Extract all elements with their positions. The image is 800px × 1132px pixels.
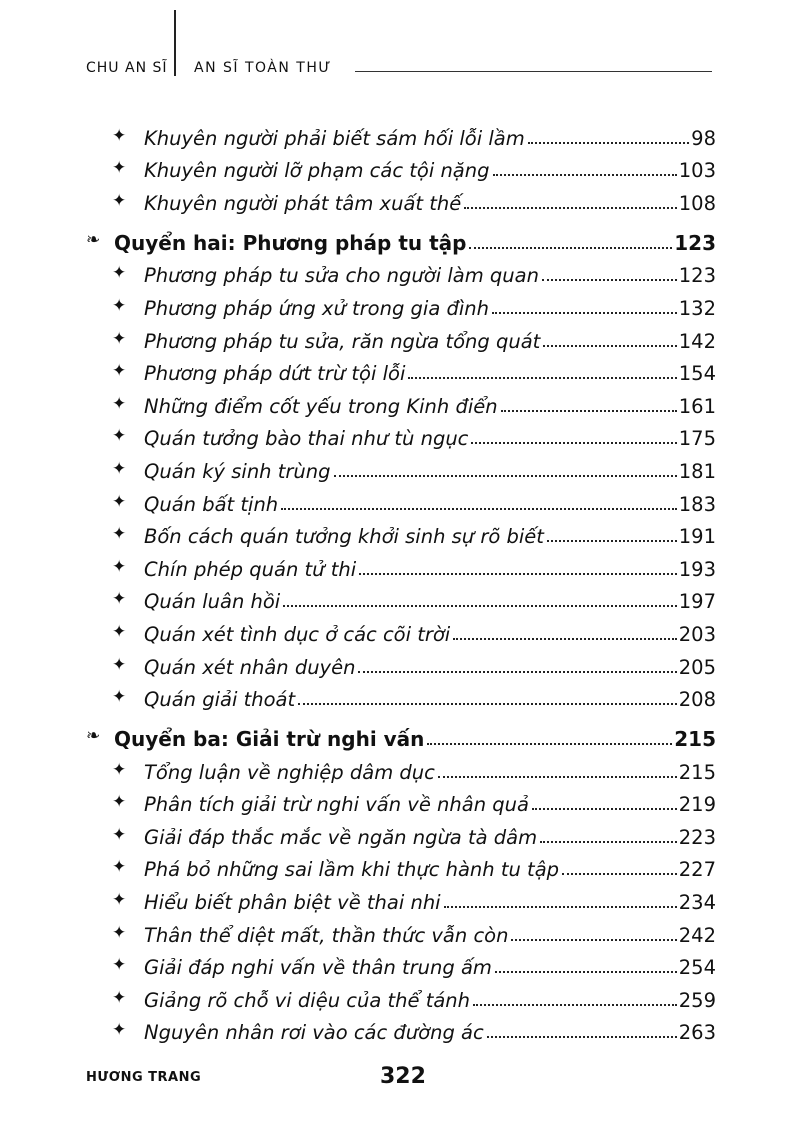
toc-entry-row xyxy=(86,947,716,980)
dot-leader xyxy=(438,776,677,778)
fleuron-icon: ❧ xyxy=(86,726,101,747)
toc-entry-page: 259 xyxy=(678,988,716,1012)
toc-entry-page: 175 xyxy=(678,427,716,451)
toc-entry-page: 98 xyxy=(691,126,716,150)
toc-entry-page: 203 xyxy=(678,622,716,646)
header-book-title: AN SĨ TOÀN THƯ xyxy=(194,60,332,76)
four-point-star-icon: ✦ xyxy=(112,654,127,675)
toc-entry-label: Phương pháp tu sửa, răn ngừa tổng quát xyxy=(144,329,541,353)
toc-entry-label: Giảng rõ chỗ vi diệu của thể tánh xyxy=(144,988,471,1012)
four-point-star-icon: ✦ xyxy=(112,125,127,146)
toc-entry-row xyxy=(86,182,716,215)
toc-entry-row xyxy=(86,1012,716,1045)
toc-entry-row xyxy=(86,287,716,320)
toc-entry-page: 223 xyxy=(678,825,716,849)
dot-leader xyxy=(542,279,677,281)
dot-leader xyxy=(473,1004,677,1006)
toc-entry-row xyxy=(86,255,716,288)
toc-entry-page: 161 xyxy=(678,394,716,418)
toc-entry-label: Nguyên nhân rơi vào các đường ác xyxy=(144,1021,484,1045)
toc-entry-row xyxy=(86,353,716,386)
table-of-contents xyxy=(86,117,716,1044)
toc-entry-row xyxy=(86,418,716,451)
toc-section-row xyxy=(86,711,716,751)
four-point-star-icon: ✦ xyxy=(112,1020,127,1041)
toc-entry-row xyxy=(86,751,716,784)
toc-entry-page: 219 xyxy=(678,793,716,817)
dot-leader xyxy=(283,605,677,607)
toc-entry-page: 197 xyxy=(678,590,716,614)
footer-page-number: 322 xyxy=(380,1064,426,1089)
toc-entry-label: Khuyên người lỡ phạm các tội nặng xyxy=(144,159,490,183)
dot-leader xyxy=(298,703,677,705)
toc-entry-page: 154 xyxy=(678,362,716,386)
toc-entry-label: Quán tưởng bào thai như tù ngục xyxy=(144,427,469,451)
dot-leader xyxy=(492,312,677,314)
toc-entry-label: Quán giải thoát xyxy=(144,688,296,712)
toc-entry-row xyxy=(86,581,716,614)
toc-entry-row xyxy=(86,979,716,1012)
toc-entry-row xyxy=(86,816,716,849)
toc-entry-label: Chín phép quán tử thi xyxy=(144,557,357,581)
toc-entry-page: 215 xyxy=(678,760,716,784)
toc-entry-label: Hiểu biết phân biệt về thai nhi xyxy=(144,891,441,915)
footer-publisher: HƯƠNG TRANG xyxy=(86,1070,202,1085)
header-rule xyxy=(355,71,712,72)
toc-entry-label: Quán luân hồi xyxy=(144,590,281,614)
four-point-star-icon: ✦ xyxy=(112,295,127,316)
toc-entry-label: Quán ký sinh trùng xyxy=(144,459,331,483)
toc-entry-row xyxy=(86,646,716,679)
dot-leader xyxy=(493,174,677,176)
four-point-star-icon: ✦ xyxy=(112,621,127,642)
toc-entry-page: 215 xyxy=(674,727,716,752)
toc-entry-row xyxy=(86,516,716,549)
four-point-star-icon: ✦ xyxy=(112,792,127,813)
toc-entry-row xyxy=(86,679,716,712)
dot-leader xyxy=(453,638,677,640)
toc-entry-label: Khuyên người phải biết sám hối lỗi lầm xyxy=(144,126,525,150)
fleuron-icon: ❧ xyxy=(86,229,101,250)
toc-entry-label: Quyển ba: Giải trừ nghi vấn xyxy=(114,727,425,752)
toc-entry-row xyxy=(86,881,716,914)
toc-entry-page: 227 xyxy=(678,858,716,882)
dot-leader xyxy=(359,573,677,575)
toc-entry-page: 183 xyxy=(678,492,716,516)
four-point-star-icon: ✦ xyxy=(112,361,127,382)
toc-entry-page: 263 xyxy=(678,1021,716,1045)
four-point-star-icon: ✦ xyxy=(112,687,127,708)
toc-section-row xyxy=(86,215,716,255)
toc-entry-row xyxy=(86,483,716,516)
toc-entry-label: Phá bỏ những sai lầm khi thực hành tu tập xyxy=(144,858,560,882)
toc-entry-page: 132 xyxy=(678,296,716,320)
dot-leader xyxy=(528,142,689,144)
four-point-star-icon: ✦ xyxy=(112,556,127,577)
dot-leader xyxy=(471,442,676,444)
four-point-star-icon: ✦ xyxy=(112,857,127,878)
dot-leader xyxy=(540,841,677,843)
dot-leader xyxy=(469,247,672,249)
four-point-star-icon: ✦ xyxy=(112,890,127,911)
dot-leader xyxy=(427,743,672,745)
toc-entry-label: Phương pháp tu sửa cho người làm quan xyxy=(144,264,539,288)
header-divider-line xyxy=(174,10,176,76)
four-point-star-icon: ✦ xyxy=(112,922,127,943)
toc-entry-label: Những điểm cốt yếu trong Kinh điển xyxy=(144,394,498,418)
toc-entry-row xyxy=(86,150,716,183)
dot-leader xyxy=(408,377,676,379)
toc-entry-page: 123 xyxy=(678,264,716,288)
four-point-star-icon: ✦ xyxy=(112,589,127,610)
toc-entry-row xyxy=(86,784,716,817)
toc-entry-page: 193 xyxy=(678,557,716,581)
toc-entry-label: Quyển hai: Phương pháp tu tập xyxy=(114,230,467,255)
toc-entry-row xyxy=(86,548,716,581)
dot-leader xyxy=(495,971,677,973)
dot-leader xyxy=(501,410,677,412)
toc-entry-row xyxy=(86,450,716,483)
dot-leader xyxy=(281,508,677,510)
four-point-star-icon: ✦ xyxy=(112,524,127,545)
toc-entry-page: 108 xyxy=(678,191,716,215)
toc-entry-page: 208 xyxy=(678,688,716,712)
toc-entry-page: 191 xyxy=(678,525,716,549)
toc-entry-page: 103 xyxy=(678,159,716,183)
dot-leader xyxy=(334,475,677,477)
four-point-star-icon: ✦ xyxy=(112,987,127,1008)
toc-entry-label: Quán xét tình dục ở các cõi trời xyxy=(144,622,451,646)
four-point-star-icon: ✦ xyxy=(112,458,127,479)
four-point-star-icon: ✦ xyxy=(112,955,127,976)
toc-entry-page: 254 xyxy=(678,956,716,980)
toc-entry-label: Giải đáp thắc mắc về ngăn ngừa tà dâm xyxy=(144,825,538,849)
four-point-star-icon: ✦ xyxy=(112,158,127,179)
toc-entry-page: 205 xyxy=(678,655,716,679)
toc-entry-page: 234 xyxy=(678,891,716,915)
toc-entry-page: 181 xyxy=(678,459,716,483)
toc-entry-label: Quán bất tịnh xyxy=(144,492,279,516)
toc-entry-label: Khuyên người phát tâm xuất thế xyxy=(144,191,462,215)
four-point-star-icon: ✦ xyxy=(112,328,127,349)
toc-entry-page: 142 xyxy=(678,329,716,353)
toc-entry-label: Bốn cách quán tưởng khởi sinh sự rõ biết xyxy=(144,525,544,549)
four-point-star-icon: ✦ xyxy=(112,759,127,780)
dot-leader xyxy=(358,671,676,673)
toc-entry-label: Quán xét nhân duyên xyxy=(144,655,356,679)
dot-leader xyxy=(543,345,676,347)
dot-leader xyxy=(532,808,677,810)
four-point-star-icon: ✦ xyxy=(112,824,127,845)
four-point-star-icon: ✦ xyxy=(112,426,127,447)
toc-entry-label: Thân thể diệt mất, thần thức vẫn còn xyxy=(144,923,509,947)
four-point-star-icon: ✦ xyxy=(112,190,127,211)
four-point-star-icon: ✦ xyxy=(112,491,127,512)
toc-entry-label: Tổng luận về nghiệp dâm dục xyxy=(144,760,435,784)
toc-entry-row xyxy=(86,385,716,418)
toc-entry-page: 123 xyxy=(674,230,716,255)
toc-entry-row xyxy=(86,117,716,150)
toc-entry-label: Phương pháp dứt trừ tội lỗi xyxy=(144,362,406,386)
dot-leader xyxy=(444,906,677,908)
four-point-star-icon: ✦ xyxy=(112,393,127,414)
dot-leader xyxy=(547,540,677,542)
dot-leader xyxy=(487,1036,677,1038)
dot-leader xyxy=(562,873,677,875)
toc-entry-row xyxy=(86,849,716,882)
toc-entry-label: Phương pháp ứng xử trong gia đình xyxy=(144,296,489,320)
toc-entry-label: Phân tích giải trừ nghi vấn về nhân quả xyxy=(144,793,529,817)
toc-entry-row xyxy=(86,914,716,947)
toc-entry-row xyxy=(86,320,716,353)
dot-leader xyxy=(511,939,676,941)
four-point-star-icon: ✦ xyxy=(112,263,127,284)
dot-leader xyxy=(464,207,677,209)
header-author: CHU AN SĨ xyxy=(86,60,168,76)
toc-entry-label: Giải đáp nghi vấn về thân trung ấm xyxy=(144,956,492,980)
toc-entry-row xyxy=(86,613,716,646)
toc-entry-page: 242 xyxy=(678,923,716,947)
